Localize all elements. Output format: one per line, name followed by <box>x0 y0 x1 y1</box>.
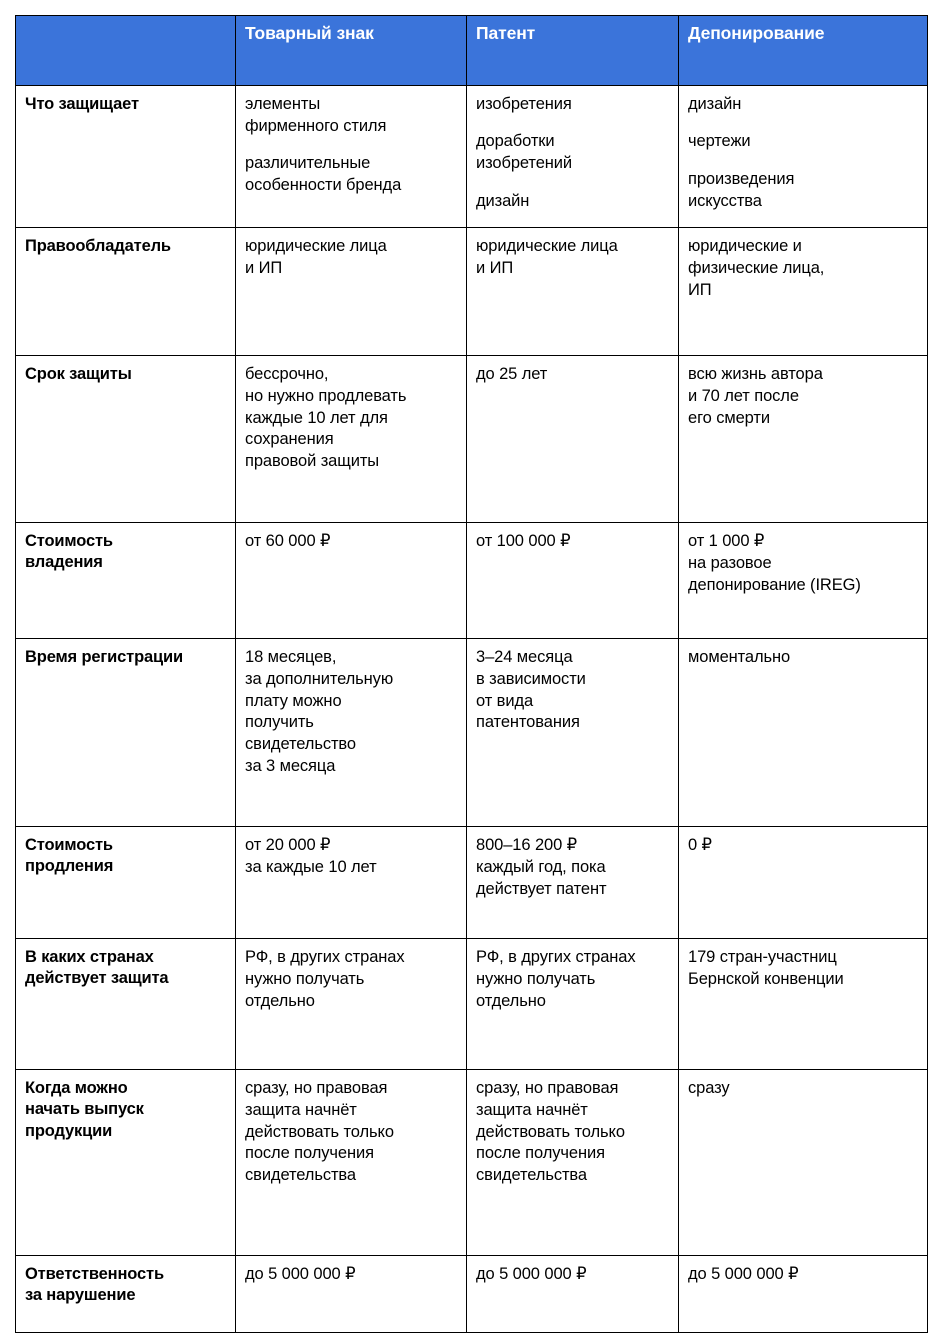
text-line: от 60 000 ₽ <box>245 532 331 550</box>
text-line: элементы <box>245 95 321 113</box>
cell-patent <box>467 228 679 356</box>
row-header-label <box>16 639 236 827</box>
text-line: патентования <box>476 713 580 732</box>
cell-paragraph <box>245 364 457 473</box>
cell-trademark <box>236 86 467 228</box>
text-line: 3–24 месяца <box>476 648 573 666</box>
column-header-patent: Патент <box>467 16 679 86</box>
text-line: действует патент <box>476 879 607 898</box>
row-header-label <box>16 356 236 523</box>
text-line: РФ, в других странах <box>476 948 636 966</box>
text-line: владения <box>25 553 103 572</box>
cell-paragraph <box>688 531 918 596</box>
table-row <box>16 639 928 827</box>
cell-paragraph <box>688 1078 918 1100</box>
text-line: бессрочно, <box>245 365 329 383</box>
cell-paragraph <box>245 94 457 138</box>
text-line: 800–16 200 ₽ <box>476 836 578 854</box>
cell-paragraph <box>476 835 669 900</box>
text-line: Срок защиты <box>25 365 132 383</box>
text-line: Ответственность <box>25 1265 164 1283</box>
text-line: искусства <box>688 191 762 210</box>
comparison-table <box>15 15 928 1333</box>
text-line: Бернской конвенции <box>688 969 844 988</box>
cell-paragraph <box>476 364 669 386</box>
cell-paragraph <box>688 131 918 153</box>
cell-paragraph <box>688 236 918 301</box>
text-line: плату можно <box>245 691 342 710</box>
text-line: на разовое <box>688 553 772 572</box>
text-line: Что защищает <box>25 95 139 113</box>
cell-deposit <box>679 639 928 827</box>
text-line: доработки <box>476 132 555 151</box>
cell-patent <box>467 639 679 827</box>
row-header-label <box>16 86 236 228</box>
text-line: действует защита <box>25 969 169 988</box>
cell-paragraph <box>245 947 457 1012</box>
cell-patent <box>467 86 679 228</box>
cell-deposit <box>679 356 928 523</box>
text-line: 179 стран-участниц <box>688 948 837 966</box>
text-line: от вида <box>476 691 534 710</box>
text-line: В каких странах <box>25 948 154 966</box>
text-line: сразу, но правовая <box>245 1079 388 1097</box>
text-line: продления <box>25 857 114 876</box>
table-row <box>16 1070 928 1256</box>
cell-paragraph <box>245 531 457 553</box>
text-line: каждые 10 лет для <box>245 408 388 427</box>
text-line: дизайн <box>688 95 742 113</box>
text-line: свидетельство <box>245 735 356 754</box>
text-line: всю жизнь автора <box>688 365 823 383</box>
cell-paragraph <box>688 647 918 669</box>
text-line: юридические и <box>688 237 802 255</box>
text-line: и 70 лет после <box>688 386 799 405</box>
table-body <box>16 86 928 1333</box>
table-row <box>16 523 928 639</box>
text-line: получить <box>245 713 314 732</box>
table-row <box>16 827 928 939</box>
cell-paragraph <box>245 153 457 197</box>
text-line: свидетельства <box>245 1166 356 1185</box>
cell-paragraph <box>245 1078 457 1187</box>
cell-paragraph <box>476 647 669 734</box>
text-line: его смерти <box>688 408 770 427</box>
row-header-label <box>16 1070 236 1256</box>
table-row <box>16 86 928 228</box>
text-line: продукции <box>25 1121 113 1140</box>
text-line: изобретений <box>476 154 573 173</box>
text-line: за 3 месяца <box>245 756 336 775</box>
cell-deposit <box>679 523 928 639</box>
table-row <box>16 939 928 1070</box>
text-line: РФ, в других странах <box>245 948 405 966</box>
text-line: физические лица, <box>688 258 825 277</box>
text-line: моментально <box>688 648 791 666</box>
cell-paragraph <box>476 947 669 1012</box>
text-line: сразу <box>688 1079 730 1097</box>
cell-patent <box>467 939 679 1070</box>
cell-patent <box>467 1070 679 1256</box>
text-line: после получения <box>245 1144 374 1163</box>
row-header-label <box>16 827 236 939</box>
text-line: от 100 000 ₽ <box>476 532 571 550</box>
cell-paragraph <box>476 1078 669 1187</box>
row-header-label <box>16 228 236 356</box>
cell-patent <box>467 827 679 939</box>
text-line: 0 ₽ <box>688 836 712 854</box>
cell-patent <box>467 523 679 639</box>
text-line: различительные <box>245 154 371 173</box>
cell-paragraph <box>688 364 918 429</box>
cell-paragraph <box>476 131 669 175</box>
text-line: произведения <box>688 169 795 188</box>
text-line: до 5 000 000 ₽ <box>245 1265 356 1283</box>
text-line: юридические лица <box>476 237 618 255</box>
text-line: и ИП <box>476 258 514 277</box>
text-line: до 5 000 000 ₽ <box>476 1265 587 1283</box>
cell-patent <box>467 356 679 523</box>
cell-trademark <box>236 939 467 1070</box>
text-line: в зависимости <box>476 669 586 688</box>
cell-paragraph <box>476 94 669 116</box>
text-line: начать выпуск <box>25 1100 144 1119</box>
row-header-label <box>16 523 236 639</box>
text-line: депонирование (IREG) <box>688 575 861 594</box>
text-line: защита начнёт <box>476 1100 588 1119</box>
text-line: чертежи <box>688 132 751 151</box>
text-line: после получения <box>476 1144 605 1163</box>
cell-paragraph <box>688 94 918 116</box>
cell-paragraph <box>476 531 669 553</box>
text-line: ИП <box>688 280 712 299</box>
cell-trademark <box>236 228 467 356</box>
text-line: отдельно <box>245 991 315 1010</box>
cell-paragraph <box>688 1264 918 1286</box>
cell-paragraph <box>245 647 457 778</box>
text-line: дизайн <box>476 191 530 210</box>
row-header-label <box>16 939 236 1070</box>
cell-deposit <box>679 939 928 1070</box>
cell-paragraph <box>476 1264 669 1286</box>
text-line: Стоимость <box>25 836 113 854</box>
text-line: каждый год, пока <box>476 857 606 876</box>
text-line: защита начнёт <box>245 1100 357 1119</box>
text-line: нужно получать <box>476 969 596 988</box>
text-line: за каждые 10 лет <box>245 857 377 876</box>
cell-paragraph <box>476 236 669 280</box>
text-line: 18 месяцев, <box>245 648 337 666</box>
text-line: за нарушение <box>25 1286 136 1305</box>
text-line: Правообладатель <box>25 237 171 255</box>
table-row <box>16 356 928 523</box>
text-line: действовать только <box>476 1122 625 1141</box>
text-line: сохранения <box>245 430 334 449</box>
text-line: но нужно продлевать <box>245 386 407 405</box>
cell-paragraph <box>245 1264 457 1286</box>
cell-trademark <box>236 523 467 639</box>
text-line: юридические лица <box>245 237 387 255</box>
cell-paragraph <box>476 191 669 213</box>
column-header-deposit: Депонирование <box>679 16 928 86</box>
text-line: нужно получать <box>245 969 365 988</box>
text-line: особенности бренда <box>245 175 402 194</box>
text-line: до 25 лет <box>476 365 548 383</box>
cell-deposit <box>679 228 928 356</box>
text-line: правовой защиты <box>245 452 380 471</box>
cell-trademark <box>236 827 467 939</box>
header-corner-cell <box>16 16 236 86</box>
text-line: изобретения <box>476 95 572 113</box>
text-line: до 5 000 000 ₽ <box>688 1265 799 1283</box>
text-line: за дополнительную <box>245 669 394 688</box>
cell-deposit <box>679 1070 928 1256</box>
text-line: Стоимость <box>25 532 113 550</box>
text-line: от 1 000 ₽ <box>688 532 765 550</box>
text-line: фирменного стиля <box>245 116 387 135</box>
text-line: свидетельства <box>476 1166 587 1185</box>
cell-paragraph <box>245 835 457 879</box>
table-row <box>16 228 928 356</box>
column-header-trademark: Товарный знак <box>236 16 467 86</box>
cell-trademark <box>236 356 467 523</box>
text-line: отдельно <box>476 991 546 1010</box>
header-row <box>16 16 928 86</box>
cell-trademark <box>236 639 467 827</box>
text-line: от 20 000 ₽ <box>245 836 331 854</box>
text-line: Когда можно <box>25 1079 128 1097</box>
cell-trademark <box>236 1070 467 1256</box>
text-line: и ИП <box>245 258 283 277</box>
text-line: Время регистрации <box>25 648 184 666</box>
table-header <box>16 16 928 86</box>
text-line: сразу, но правовая <box>476 1079 619 1097</box>
cell-deposit <box>679 86 928 228</box>
text-line: действовать только <box>245 1122 394 1141</box>
cell-deposit <box>679 827 928 939</box>
cell-paragraph <box>688 835 918 857</box>
cell-paragraph <box>688 169 918 213</box>
cell-paragraph <box>245 236 457 280</box>
cell-paragraph <box>688 947 918 991</box>
